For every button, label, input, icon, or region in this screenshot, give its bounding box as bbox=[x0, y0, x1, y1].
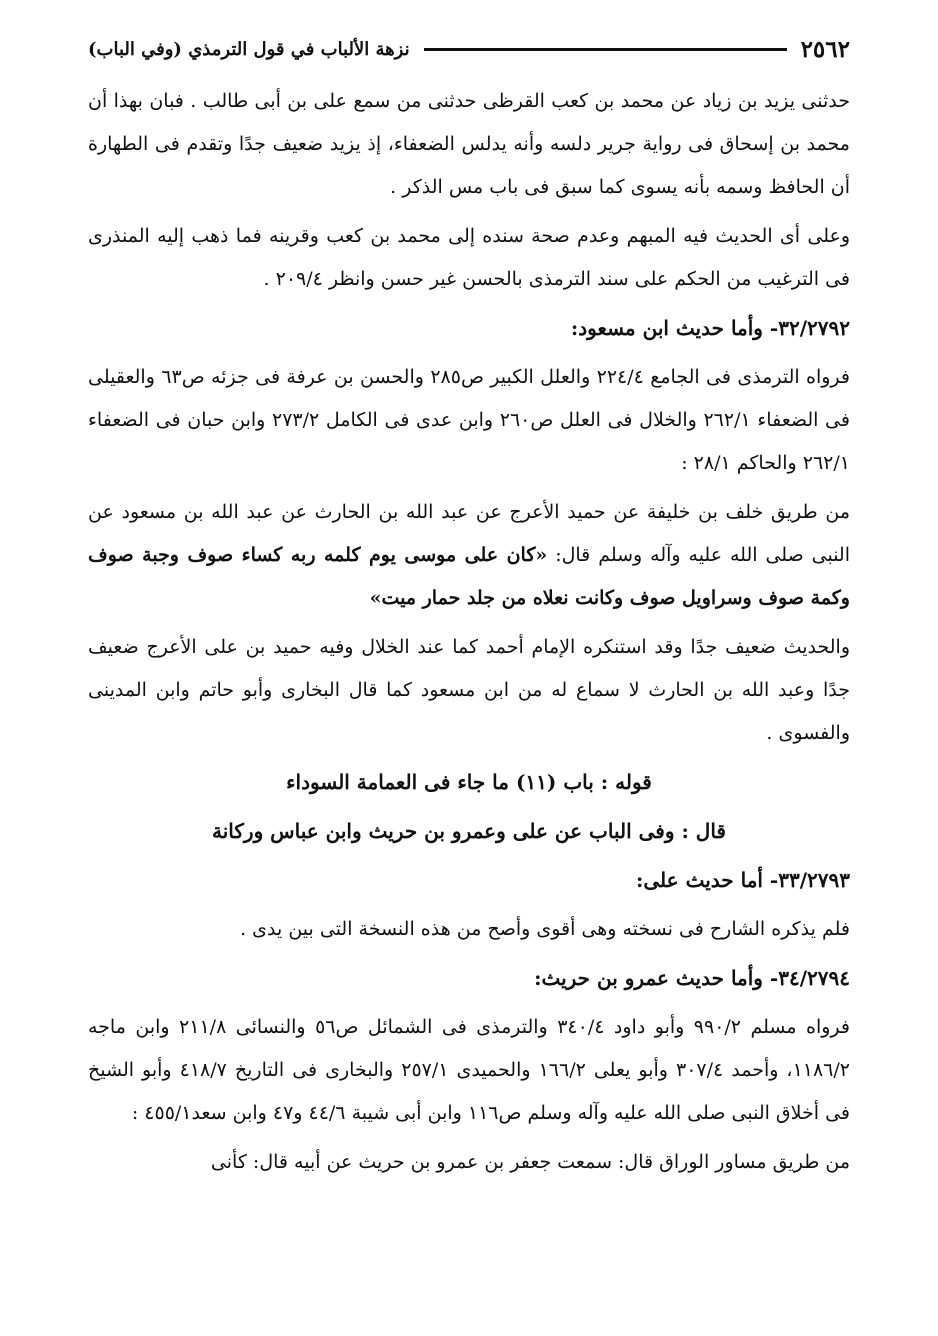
header-rule bbox=[424, 48, 787, 51]
body-text bbox=[88, 80, 850, 1190]
entry-heading: ٣٢/٢٧٩٢- وأما حديث ابن مسعود: bbox=[570, 316, 850, 340]
entry-heading: ٣٣/٢٧٩٣- أما حديث على: bbox=[636, 868, 850, 892]
hadith-quote: «كان على موسى يوم كلمه ربه كساء صوف وجبة صوف وكمة صوف وسراويل صوف وكانت نعلاه من جلد حمار ميت» bbox=[88, 544, 850, 609]
chapter-heading: قوله : باب (١١) ما جاء فى العمامة السوداء bbox=[286, 770, 652, 794]
entry-heading: ٣٤/٢٧٩٤- وأما حديث عمرو بن حريث: bbox=[534, 966, 850, 990]
paragraph: فرواه الترمذى فى الجامع ٢٢٤/٤ والعلل الكبير ص٢٨٥ والحسن بن عرفة فى جزئه ص٦٣ والعقيلى فى الضعفاء ٢٦٢/١ والخلال فى العلل ص٢٦٠ وابن عدى فى الكامل ٢٧٣/٢ وابن حبان فى الضعفاء ٢٦٢/١ والحاكم ٢٨/١ : bbox=[88, 366, 850, 474]
running-title: نزهة الألباب في قول الترمذي (وفي الباب) bbox=[88, 38, 410, 60]
paragraph: فلم يذكره الشارح فى نسخته وهى أقوى وأصح من هذه النسخة التى بين يدى . bbox=[240, 918, 850, 940]
paragraph: فرواه مسلم ٩٩٠/٢ وأبو داود ٣٤٠/٤ والترمذى فى الشمائل ص٥٦ والنسائى ٢١١/٨ وابن ماجه ١١٨٦/٢، وأحمد ٣٠٧/٤ وأبو يعلى ١٦٦/٢ والحميدى ٢٥٧/١ والبخارى فى التاريخ ٤١٨/٧ وأبو الشيخ فى أخلاق النبى صلى الله عليه وآله وسلم ص١١٦ وابن أبى شيبة ٤٤/٦ و٤٧ وابن سعد٤٥٥/١ : bbox=[88, 1016, 850, 1124]
page-number: ٢٥٦٢ bbox=[800, 35, 850, 63]
paragraph: والحديث ضعيف جدًا وقد استنكره الإمام أحمد كما عند الخلال وفيه حميد بن على الأعرج ضعيف جدًا وعبد الله بن الحارث لا سماع له من ابن مسعود كما قال البخارى وأبو حاتم وابن المدينى والفسوى . bbox=[88, 636, 850, 744]
paragraph-text: من طريق خلف بن خليفة عن حميد الأعرج عن عبد الله بن الحارث عن عبد الله بن مسعود عن النبى صلى الله عليه وآله وسلم قال: bbox=[88, 501, 851, 566]
paragraph: حدثنى يزيد بن زياد عن محمد بن كعب القرظى حدثنى من سمع على بن أبى طالب . فبان بهذا أن محمد بن إسحاق فى رواية جرير دلسه وأنه يدلس الضعفاء، إذ يزيد ضعيف جدًا وتقدم فى الطهارة أن الحافظ وسمه بأنه يسوى كما سبق فى باب مس الذكر . bbox=[88, 90, 850, 198]
paragraph: من طريق مساور الوراق قال: سمعت جعفر بن عمرو بن حريث عن أبيه قال: كأنى bbox=[210, 1151, 850, 1173]
paragraph: وعلى أى الحديث فيه المبهم وعدم صحة سنده إلى محمد بن كعب وقرينه فما ذهب إليه المنذرى فى الترغيب من الحكم على سند الترمذى بالحسن غير حسن وانظر ٢٠٩/٤ . bbox=[88, 225, 850, 290]
page-header bbox=[88, 34, 850, 64]
section-statement: قال : وفى الباب عن على وعمرو بن حريث وابن عباس وركانة bbox=[212, 819, 726, 843]
paragraph bbox=[88, 491, 850, 620]
